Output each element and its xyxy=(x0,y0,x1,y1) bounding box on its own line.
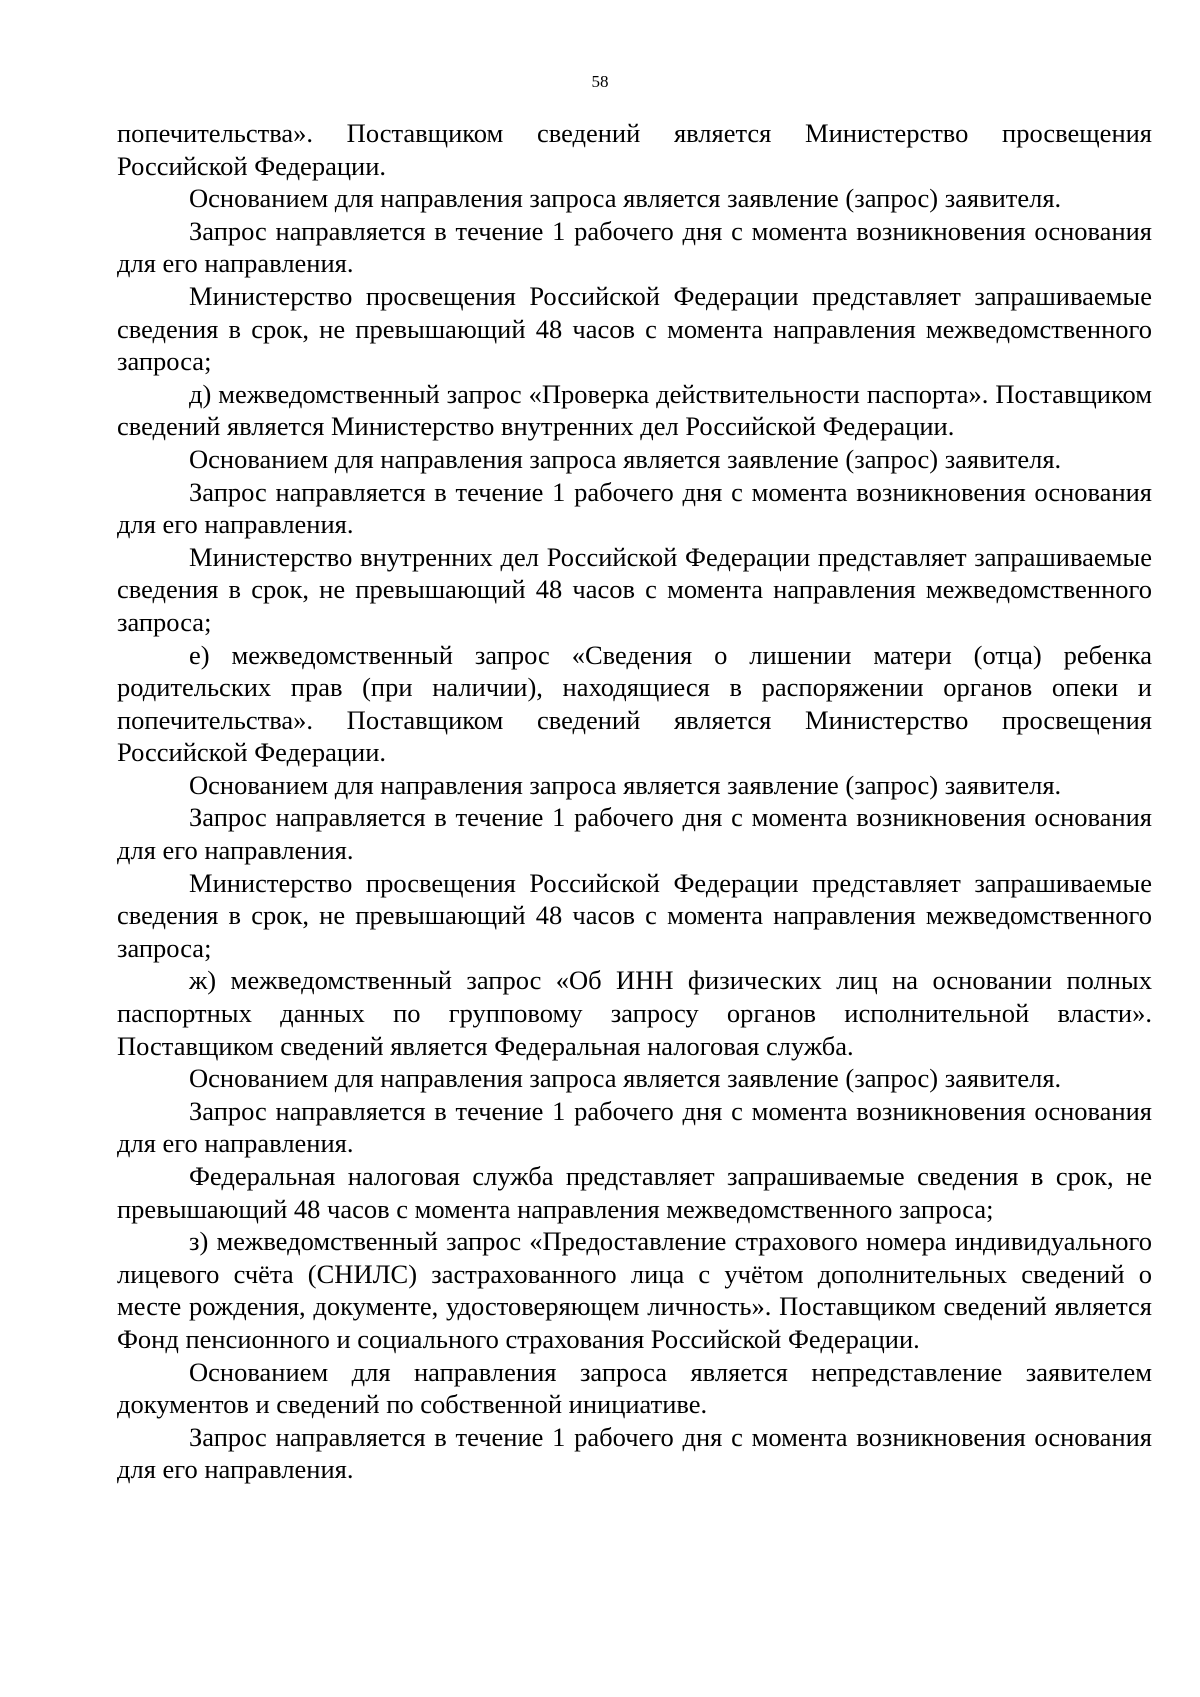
paragraph: Основанием для направления запроса является заявление (запрос) заявителя. xyxy=(189,443,1062,474)
paragraph: з) межведомственный запрос «Предоставление страхового номера индивидуального лицевого счёта (СНИЛС) застрахованного лица с учётом дополнительных сведений о месте рождения, документе, удостоверяющем личность». Поставщиком сведений является Фонд пенсионного и социального страхования Российской Федерации. xyxy=(117,1226,1152,1354)
paragraph: д) межведомственный запрос «Проверка действительности паспорта». Поставщиком сведений является Министерство внутренних дел Российской Федерации. xyxy=(117,378,1152,442)
paragraph: Запрос направляется в течение 1 рабочего дня с момента возникновения основания для его направления. xyxy=(117,476,1152,540)
paragraph: Основанием для направления запроса является заявление (запрос) заявителя. xyxy=(189,183,1062,214)
paragraph: ж) межведомственный запрос «Об ИНН физических лиц на основании полных паспортных данных по групповому запросу органов исполнительной власти». Поставщиком сведений является Федеральная налоговая служба. xyxy=(117,965,1152,1061)
paragraph: попечительства». Поставщиком сведений является Министерство просвещения Российской Федерации. xyxy=(117,118,1152,181)
paragraph: Запрос направляется в течение 1 рабочего дня с момента возникновения основания для его направления. xyxy=(117,1095,1152,1159)
paragraph: е) межведомственный запрос «Сведения о лишении матери (отца) ребенка родительских прав (при наличии), находящиеся в распоряжении органов опеки и попечительства». Поставщиком сведений является Министерство просвещения Российской Федерации. xyxy=(117,639,1152,768)
paragraph: Федеральная налоговая служба представляет запрашиваемые сведения в срок, не превышающий 48 часов с момента направления межведомственного запроса; xyxy=(117,1161,1152,1224)
paragraph: Запрос направляется в течение 1 рабочего дня с момента возникновения основания для его направления. xyxy=(117,1421,1152,1485)
paragraph: Министерство просвещения Российской Федерации представляет запрашиваемые сведения в срок, не превышающий 48 часов с момента направления межведомственного запроса; xyxy=(117,280,1152,377)
paragraph: Основанием для направления запроса является заявление (запрос) заявителя. xyxy=(189,769,1062,800)
paragraph: Министерство внутренних дел Российской Федерации представляет запрашиваемые сведения в срок, не превышающий 48 часов с момента направления межведомственного запроса; xyxy=(117,541,1152,637)
paragraph: Запрос направляется в течение 1 рабочего дня с момента возникновения основания для его направления. xyxy=(117,802,1152,866)
paragraph: Запрос направляется в течение 1 рабочего дня с момента возникновения основания для его направления. xyxy=(117,215,1152,279)
paragraph: Основанием для направления запроса является заявление (запрос) заявителя. xyxy=(189,1063,1062,1094)
paragraph: Основанием для направления запроса является непредставление заявителем документов и сведений по собственной инициативе. xyxy=(117,1356,1152,1420)
document-body xyxy=(117,117,1152,1486)
paragraph: Министерство просвещения Российской Федерации представляет запрашиваемые сведения в срок, не превышающий 48 часов с момента направления межведомственного запроса; xyxy=(117,867,1152,963)
page-number: 58 xyxy=(591,72,609,91)
